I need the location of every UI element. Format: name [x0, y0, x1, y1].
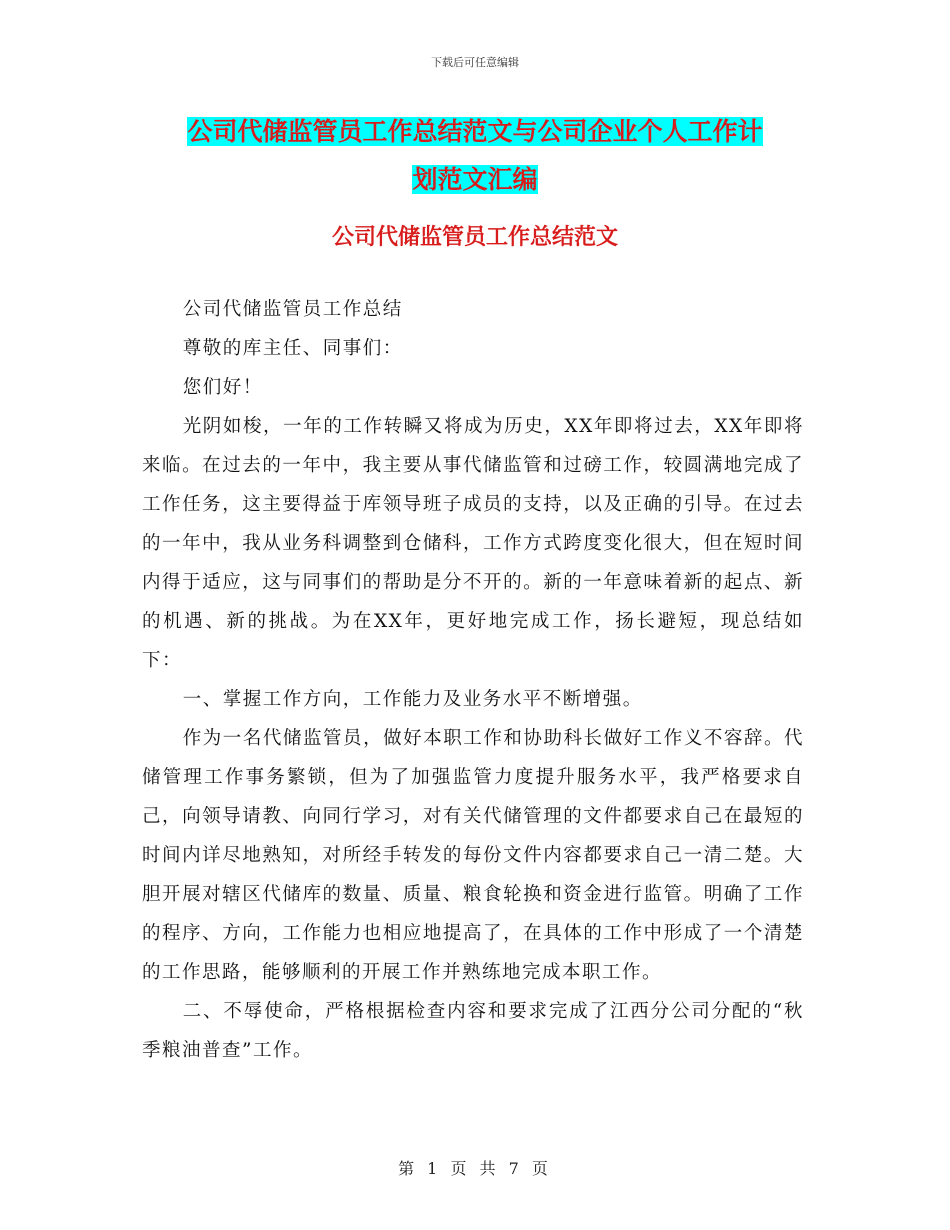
- page-footer: 第 1 页 共 7 页: [398, 1159, 552, 1178]
- document-body: [142, 290, 804, 1070]
- header-note: 下载后可任意编辑: [431, 56, 519, 69]
- section-title: 公司代储监管员工作总结范文: [331, 225, 618, 250]
- paragraph: 您们好！: [182, 377, 263, 398]
- paragraph: 尊敬的库主任、同事们：: [182, 338, 403, 359]
- title-line-2: 划范文汇编: [412, 165, 538, 194]
- paragraph: 二、不辱使命，严格根据检查内容和要求完成了江西分公司分配的“秋季粮油普查”工作。: [142, 1001, 804, 1061]
- title-line-1: 公司代储监管员工作总结范文与公司企业个人工作计: [187, 117, 763, 146]
- document-title: [140, 108, 810, 204]
- paragraph: 一、掌握工作方向，工作能力及业务水平不断增强。: [182, 689, 643, 710]
- paragraph: 作为一名代储监管员，做好本职工作和协助科长做好工作义不容辞。代储管理工作事务繁锁，但为了加强监管力度提升服务水平，我严格要求自己，向领导请教、向同行学习，对有关代储管理的文件都要求自己在最短的时间内详尽地熟知，对所经手转发的每份文件内容都要求自己一清二楚。大胆开展对辖区代储库的数量、质量、粮食轮换和资金进行监管。明确了工作的程序、方向，工作能力也相应地提高了，在具体的工作中形成了一个清楚的工作思路，能够顺利的开展工作并熟练地完成本职工作。: [142, 728, 804, 983]
- paragraph: 光阴如梭，一年的工作转瞬又将成为历史，XX年即将过去，XX年即将来临。在过去的一年中，我主要从事代储监管和过磅工作，较圆满地完成了工作任务，这主要得益于库领导班子成员的支持，以及正确的引导。在过去的一年中，我从业务科调整到仓储科，工作方式跨度变化很大，但在短时间内得于适应，这与同事们的帮助是分不开的。新的一年意味着新的起点、新的机遇、新的挑战。为在XX年，更好地完成工作，扬长避短，现总结如下：: [142, 416, 804, 671]
- paragraph: 公司代储监管员工作总结: [182, 299, 403, 320]
